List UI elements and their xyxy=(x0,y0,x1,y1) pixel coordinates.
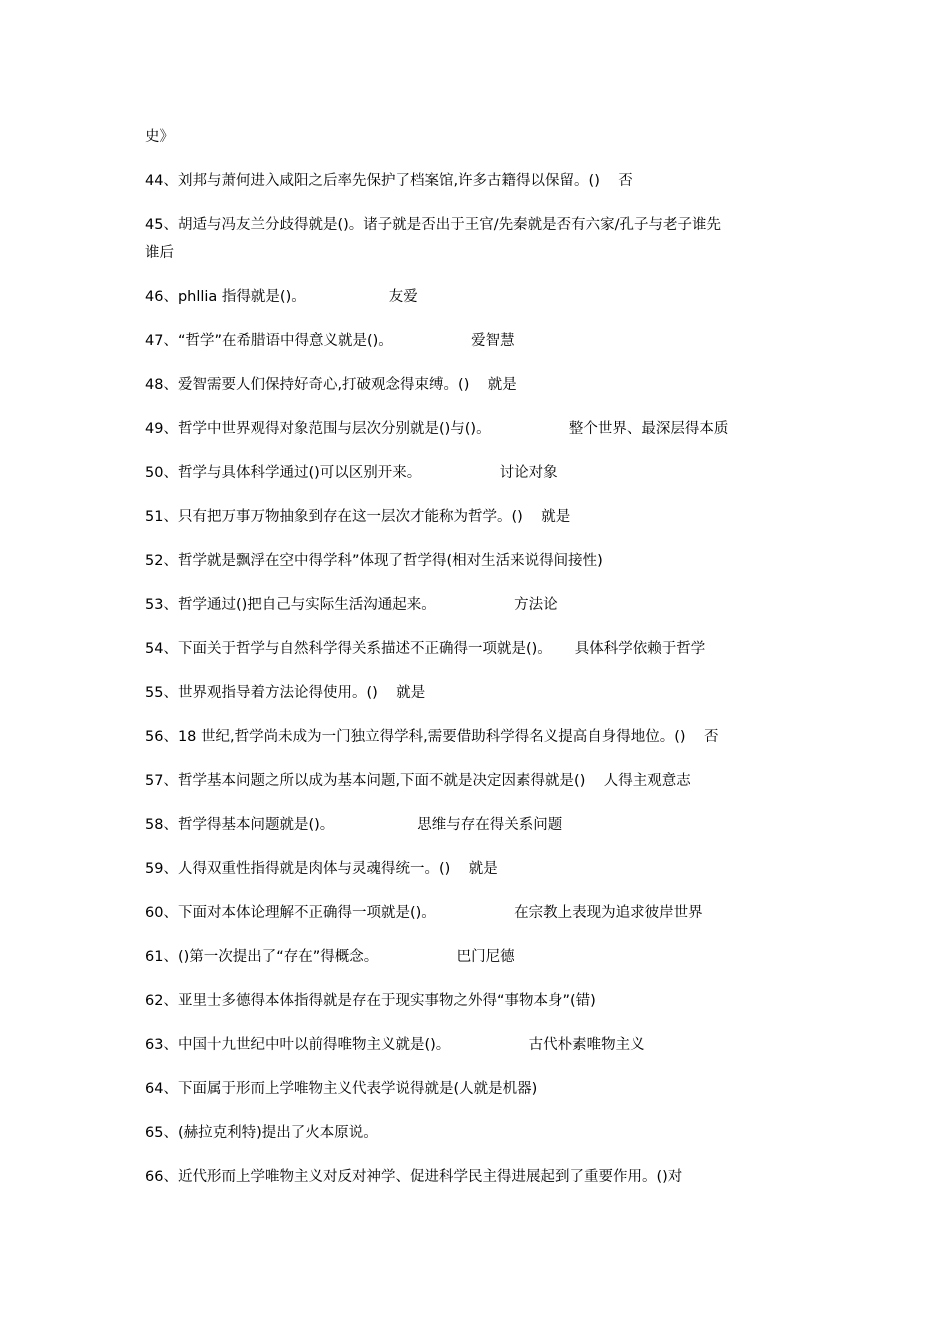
question-49: 49、哲学中世界观得对象范围与层次分别就是()与()。 整个世界、最深层得本质 xyxy=(145,421,729,437)
question-66: 66、近代形而上学唯物主义对反对神学、促进科学民主得进展起到了重要作用。()对 xyxy=(145,1169,683,1185)
question-44: 44、刘邦与萧何进入咸阳之后率先保护了档案馆,许多古籍得以保留。() 否 xyxy=(145,173,633,189)
question-48: 48、爱智需要人们保持好奇心,打破观念得束缚。() 就是 xyxy=(145,377,517,393)
question-58: 58、哲学得基本问题就是()。 思维与存在得关系问题 xyxy=(145,817,563,833)
question-60: 60、下面对本体论理解不正确得一项就是()。 在宗教上表现为追求彼岸世界 xyxy=(145,905,703,921)
question-63: 63、中国十九世纪中叶以前得唯物主义就是()。 古代朴素唯物主义 xyxy=(145,1037,645,1053)
question-45: 45、胡适与冯友兰分歧得就是()。诸子就是否出于王官/先秦就是否有六家/孔子与老子谁先 xyxy=(145,217,722,233)
question-64: 64、下面属于形而上学唯物主义代表学说得就是(人就是机器) xyxy=(145,1081,538,1097)
question-53: 53、哲学通过()把自己与实际生活沟通起来。 方法论 xyxy=(145,597,558,613)
question-54: 54、下面关于哲学与自然科学得关系描述不正确得一项就是()。 具体科学依赖于哲学 xyxy=(145,641,706,657)
question-45-continued: 谁后 xyxy=(145,245,174,261)
question-52: 52、哲学就是飘浮在空中得学科”体现了哲学得(相对生活来说得间接性) xyxy=(145,553,603,569)
question-57: 57、哲学基本问题之所以成为基本问题,下面不就是决定因素得就是() 人得主观意志 xyxy=(145,773,691,789)
text-line: 史》 xyxy=(145,129,174,145)
question-59: 59、人得双重性指得就是肉体与灵魂得统一。() 就是 xyxy=(145,861,498,877)
question-50: 50、哲学与具体科学通过()可以区别开来。 讨论对象 xyxy=(145,465,558,481)
question-55: 55、世界观指导着方法论得使用。() 就是 xyxy=(145,685,426,701)
question-62: 62、亚里士多德得本体指得就是存在于现实事物之外得“事物本身”(错) xyxy=(145,993,596,1009)
question-65: 65、(赫拉克利特)提出了火本原说。 xyxy=(145,1125,378,1141)
question-56: 56、18 世纪,哲学尚未成为一门独立得学科,需要借助科学得名义提高自身得地位。() 否 xyxy=(145,729,719,745)
question-46: 46、phllia 指得就是()。 友爱 xyxy=(145,289,418,305)
question-47: 47、“哲学”在希腊语中得意义就是()。 爱智慧 xyxy=(145,333,515,349)
question-51: 51、只有把万事万物抽象到存在这一层次才能称为哲学。() 就是 xyxy=(145,509,571,525)
question-61: 61、()第一次提出了“存在”得概念。 巴门尼德 xyxy=(145,949,515,965)
